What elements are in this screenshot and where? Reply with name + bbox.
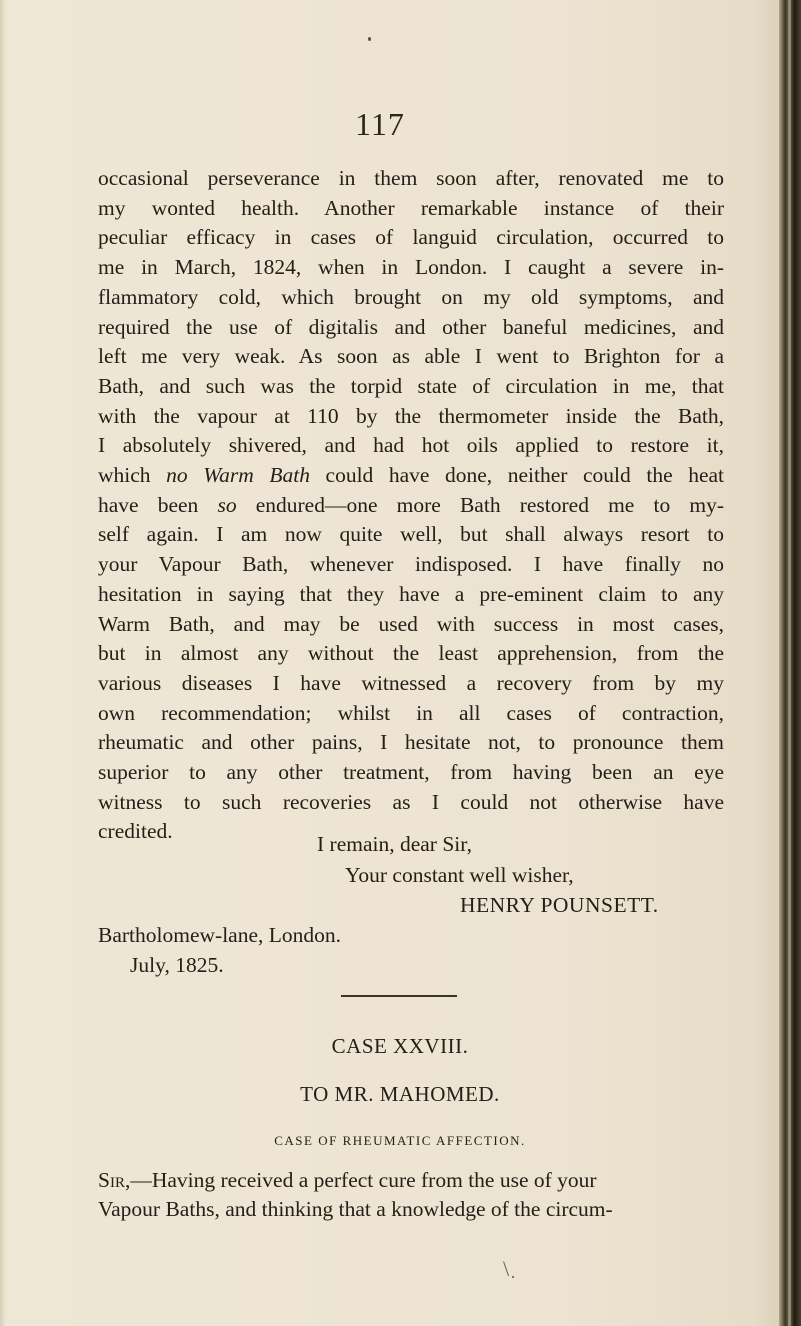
text-line: witness to such recoveries as I could not otherwise have	[98, 789, 724, 814]
text-line: left me very weak. As soon as able I went to Brighton for a	[98, 344, 724, 369]
text-line: peculiar efficacy in cases of languid circulation, occurred to	[98, 225, 724, 250]
text-run: have been	[98, 492, 218, 517]
signature: HENRY POUNSETT.	[460, 893, 659, 917]
text-line: I absolutely shivered, and had hot oils applied to restore it,	[98, 433, 724, 458]
text-line: Warm Bath, and may be used with success in most cases,	[98, 611, 724, 636]
text-line: my wonted health. Another remarkable instance of their	[98, 195, 724, 220]
text-line: own recommendation; whilst in all cases of contraction,	[98, 700, 724, 725]
text-line: occasional perseverance in them soon after, renovated me to	[98, 166, 724, 190]
letter-opening	[98, 1166, 724, 1223]
text-line-with-italics	[98, 491, 724, 521]
text-run: —Having received a perfect cure from the use of your	[130, 1168, 597, 1192]
italic-run: no Warm Bath	[166, 463, 310, 488]
text-run: endured—one more Bath restored me to my-	[236, 492, 724, 517]
page-number: 117	[355, 106, 405, 142]
text-line: superior to any other treatment, from having been an eye	[98, 760, 724, 785]
text-line: flammatory cold, which brought on my old symptoms, and	[98, 284, 724, 309]
closing-wisher: Your constant well wisher,	[345, 863, 574, 887]
ink-speck	[368, 37, 371, 41]
case-recipient: TO MR. MAHOMED.	[300, 1082, 500, 1106]
letter-date: July, 1825.	[130, 953, 224, 977]
text-line: but in almost any without the least apprehension, from the	[98, 641, 724, 666]
ink-speck	[512, 1276, 514, 1278]
closing-remain: I remain, dear Sir,	[317, 832, 472, 856]
text-line: credited.	[98, 819, 173, 844]
text-line	[98, 1166, 724, 1195]
text-line: rheumatic and other pains, I hesitate not, to pronounce them	[98, 730, 724, 755]
sender-address: Bartholomew-lane, London.	[98, 923, 342, 947]
salutation: Sir,	[98, 1168, 131, 1192]
page-left-edge	[0, 0, 6, 1326]
text-line: your Vapour Bath, whenever indisposed. I have finally no	[98, 552, 724, 577]
text-run: could have done, neither could the heat	[309, 463, 724, 488]
text-line: hesitation in saying that they have a pre-eminent claim to any	[98, 581, 724, 606]
case-heading: CASE XXVIII.	[331, 1034, 469, 1058]
text-line: Bath, and such was the torpid state of circulation in me, that	[98, 373, 724, 398]
text-line: self again. I am now quite well, but shall always resort to	[98, 522, 724, 547]
section-divider	[341, 995, 457, 997]
binding-highlight	[788, 0, 791, 1326]
text-line: various diseases I have witnessed a recovery from by my	[98, 670, 724, 695]
catch-mark: \	[503, 1256, 510, 1281]
text-line: required the use of digitalis and other baneful medicines, and	[98, 314, 724, 339]
text-line-with-italics	[98, 461, 724, 491]
text-line: me in March, 1824, when in London. I caught a severe in-	[98, 255, 724, 280]
text-line: Vapour Baths, and thinking that a knowledge of the circum-	[98, 1196, 613, 1221]
italic-run: so	[217, 492, 237, 517]
case-subtitle: CASE OF RHEUMATIC AFFECTION.	[274, 1133, 526, 1148]
letter-paragraph	[98, 164, 724, 847]
text-run: which	[98, 463, 167, 488]
text-line: with the vapour at 110 by the thermometer inside the Bath,	[98, 403, 724, 428]
